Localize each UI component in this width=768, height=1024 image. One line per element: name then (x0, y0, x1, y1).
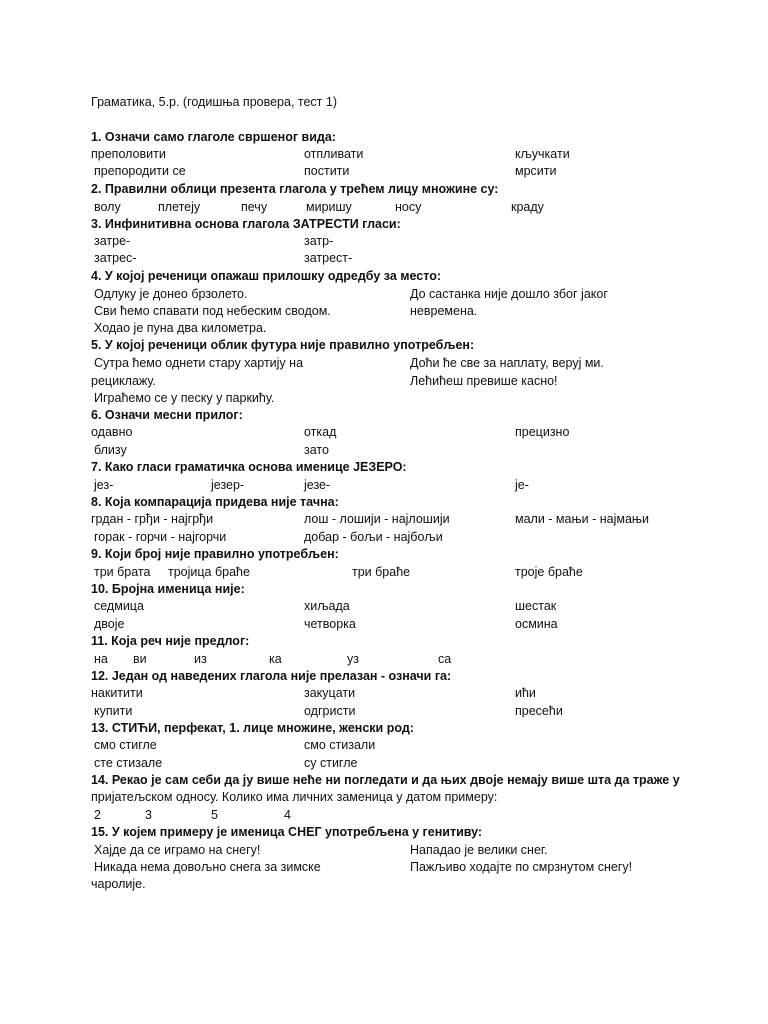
q8-option-5: добар - бољи - најбољи (304, 530, 443, 544)
document-title: Граматика, 5.р. (годишња провера, тест 1) (91, 95, 337, 109)
q11-option-5: уз (347, 652, 359, 666)
q14-option-4: 4 (284, 808, 291, 822)
q10-option-4: двоје (94, 617, 125, 631)
q6-option-5: зато (304, 443, 329, 457)
q1-option-6: мрсити (515, 164, 557, 178)
question-7: 7. Како гласи граматичка основа именице ЈЕЗЕРО: (91, 460, 407, 474)
question-3: 3. Инфинитивна основа глагола ЗАТРЕСТИ гласи: (91, 217, 401, 231)
q10-option-3: шестак (515, 599, 557, 613)
q2-option-6: краду (511, 200, 544, 214)
question-12: 12. Један од наведених глагола није прелазан - означи га: (91, 669, 452, 683)
q11-option-2: ви (133, 652, 147, 666)
q3-option-3: затрес- (94, 251, 137, 265)
q10-option-2: хиљада (304, 599, 350, 613)
q14-option-2: 3 (145, 808, 152, 822)
question-2: 2. Правилни облици презента глагола у трећем лицу множине су: (91, 182, 499, 196)
q1-option-5: постити (304, 164, 350, 178)
q11-option-4: ка (269, 652, 282, 666)
q3-option-1: затре- (94, 234, 131, 248)
q2-option-2: плетеју (158, 200, 201, 214)
q5-option-1-cont: рециклажу. (91, 374, 156, 388)
q13-option-3: сте стизале (94, 756, 163, 770)
q2-option-5: носу (395, 200, 422, 214)
q7-option-2: језер- (211, 478, 245, 492)
question-14: 14. Рекао је сам себи да ју више неће ни погледати и да њих двоје немају више шта да траже у (91, 773, 680, 787)
q12-option-6: пресећи (515, 704, 563, 718)
q5-option-4: Играћемо се у песку у паркићу. (94, 391, 275, 405)
question-11: 11. Која реч није предлог: (91, 634, 250, 648)
q8-option-1: грдан - грђи - најгрђи (91, 512, 214, 526)
q1-option-1: преполовити (91, 147, 166, 161)
question-9: 9. Који број није правилно употребљен: (91, 547, 339, 561)
q9-option-3: три браће (352, 565, 411, 579)
q13-option-4: су стигле (304, 756, 358, 770)
q11-option-6: са (438, 652, 452, 666)
q15-option-4: Пажљиво ходајте по смрзнутом снегу! (410, 860, 633, 874)
q4-option-3: Сви ћемо спавати под небеским сводом. (94, 304, 331, 318)
q15-option-3: Никада нема довољно снега за зимске (94, 860, 321, 874)
q3-option-4: затрест- (304, 251, 353, 265)
q6-option-1: одавно (91, 425, 133, 439)
q9-option-2: тројица браће (168, 565, 250, 579)
q6-option-4: близу (94, 443, 127, 457)
q14-option-1: 2 (94, 808, 101, 822)
question-14-cont: пријатељском односу. Колико има личних заменица у датом примеру: (91, 790, 498, 804)
q2-option-3: печу (241, 200, 268, 214)
q1-option-4: препородити се (94, 164, 186, 178)
q15-option-3-cont: чаролије. (91, 877, 146, 891)
question-5: 5. У којој реченици облик футура није правилно употребљен: (91, 338, 475, 352)
q7-option-4: је- (515, 478, 529, 492)
q8-option-2: лош - лошији - најлошији (304, 512, 450, 526)
question-8: 8. Која компарација придева није тачна: (91, 495, 339, 509)
q10-option-6: осмина (515, 617, 558, 631)
q12-option-4: купити (94, 704, 133, 718)
question-6: 6. Означи месни прилог: (91, 408, 243, 422)
q3-option-2: затр- (304, 234, 334, 248)
question-15: 15. У којем примеру је именица СНЕГ употребљена у генитиву: (91, 825, 483, 839)
q1-option-3: кључкати (515, 147, 570, 161)
q6-option-3: прецизно (515, 425, 570, 439)
question-13: 13. СТИЋИ, перфекат, 1. лице множине, женски род: (91, 721, 414, 735)
q7-option-1: јез- (94, 478, 114, 492)
question-1: 1. Означи само глаголе свршеног вида: (91, 130, 336, 144)
q15-option-2: Нападао је велики снег. (410, 843, 548, 857)
q12-option-3: ићи (515, 686, 536, 700)
q5-option-1: Сутра ћемо однети стару хартију на (94, 356, 304, 370)
q4-option-2-cont: невремена. (410, 304, 478, 318)
q11-option-3: из (194, 652, 207, 666)
q4-option-4: Ходао је пуна два километра. (94, 321, 267, 335)
q1-option-2: отпливати (304, 147, 364, 161)
q13-option-2: смо стизали (304, 738, 376, 752)
q14-option-3: 5 (211, 808, 218, 822)
q11-option-1: на (94, 652, 108, 666)
question-4: 4. У којој реченици опажаш прилошку одредбу за место: (91, 269, 441, 283)
q2-option-1: волу (94, 200, 121, 214)
q4-option-2: До састанка није дошло због јаког (410, 287, 608, 301)
q12-option-1: накитити (91, 686, 143, 700)
q2-option-4: миришу (306, 200, 352, 214)
q7-option-3: језе- (304, 478, 331, 492)
q9-option-4: троје браће (515, 565, 583, 579)
q13-option-1: смо стигле (94, 738, 157, 752)
question-10: 10. Бројна именица није: (91, 582, 245, 596)
q8-option-4: горак - горчи - најгорчи (94, 530, 227, 544)
q8-option-3: мали - мањи - најмањи (515, 512, 650, 526)
q10-option-1: седмица (94, 599, 144, 613)
q15-option-1: Хајде да се играмо на снегу! (94, 843, 261, 857)
q9-option-1: три брата (94, 565, 151, 579)
q6-option-2: откад (304, 425, 337, 439)
q5-option-3: Лећићеш превише касно! (410, 374, 558, 388)
q5-option-2: Доћи ће све за наплату, веруј ми. (410, 356, 604, 370)
q12-option-2: закуцати (304, 686, 356, 700)
q10-option-5: четворка (304, 617, 356, 631)
q4-option-1: Одлуку је донео брзолето. (94, 287, 248, 301)
q12-option-5: одгристи (304, 704, 356, 718)
